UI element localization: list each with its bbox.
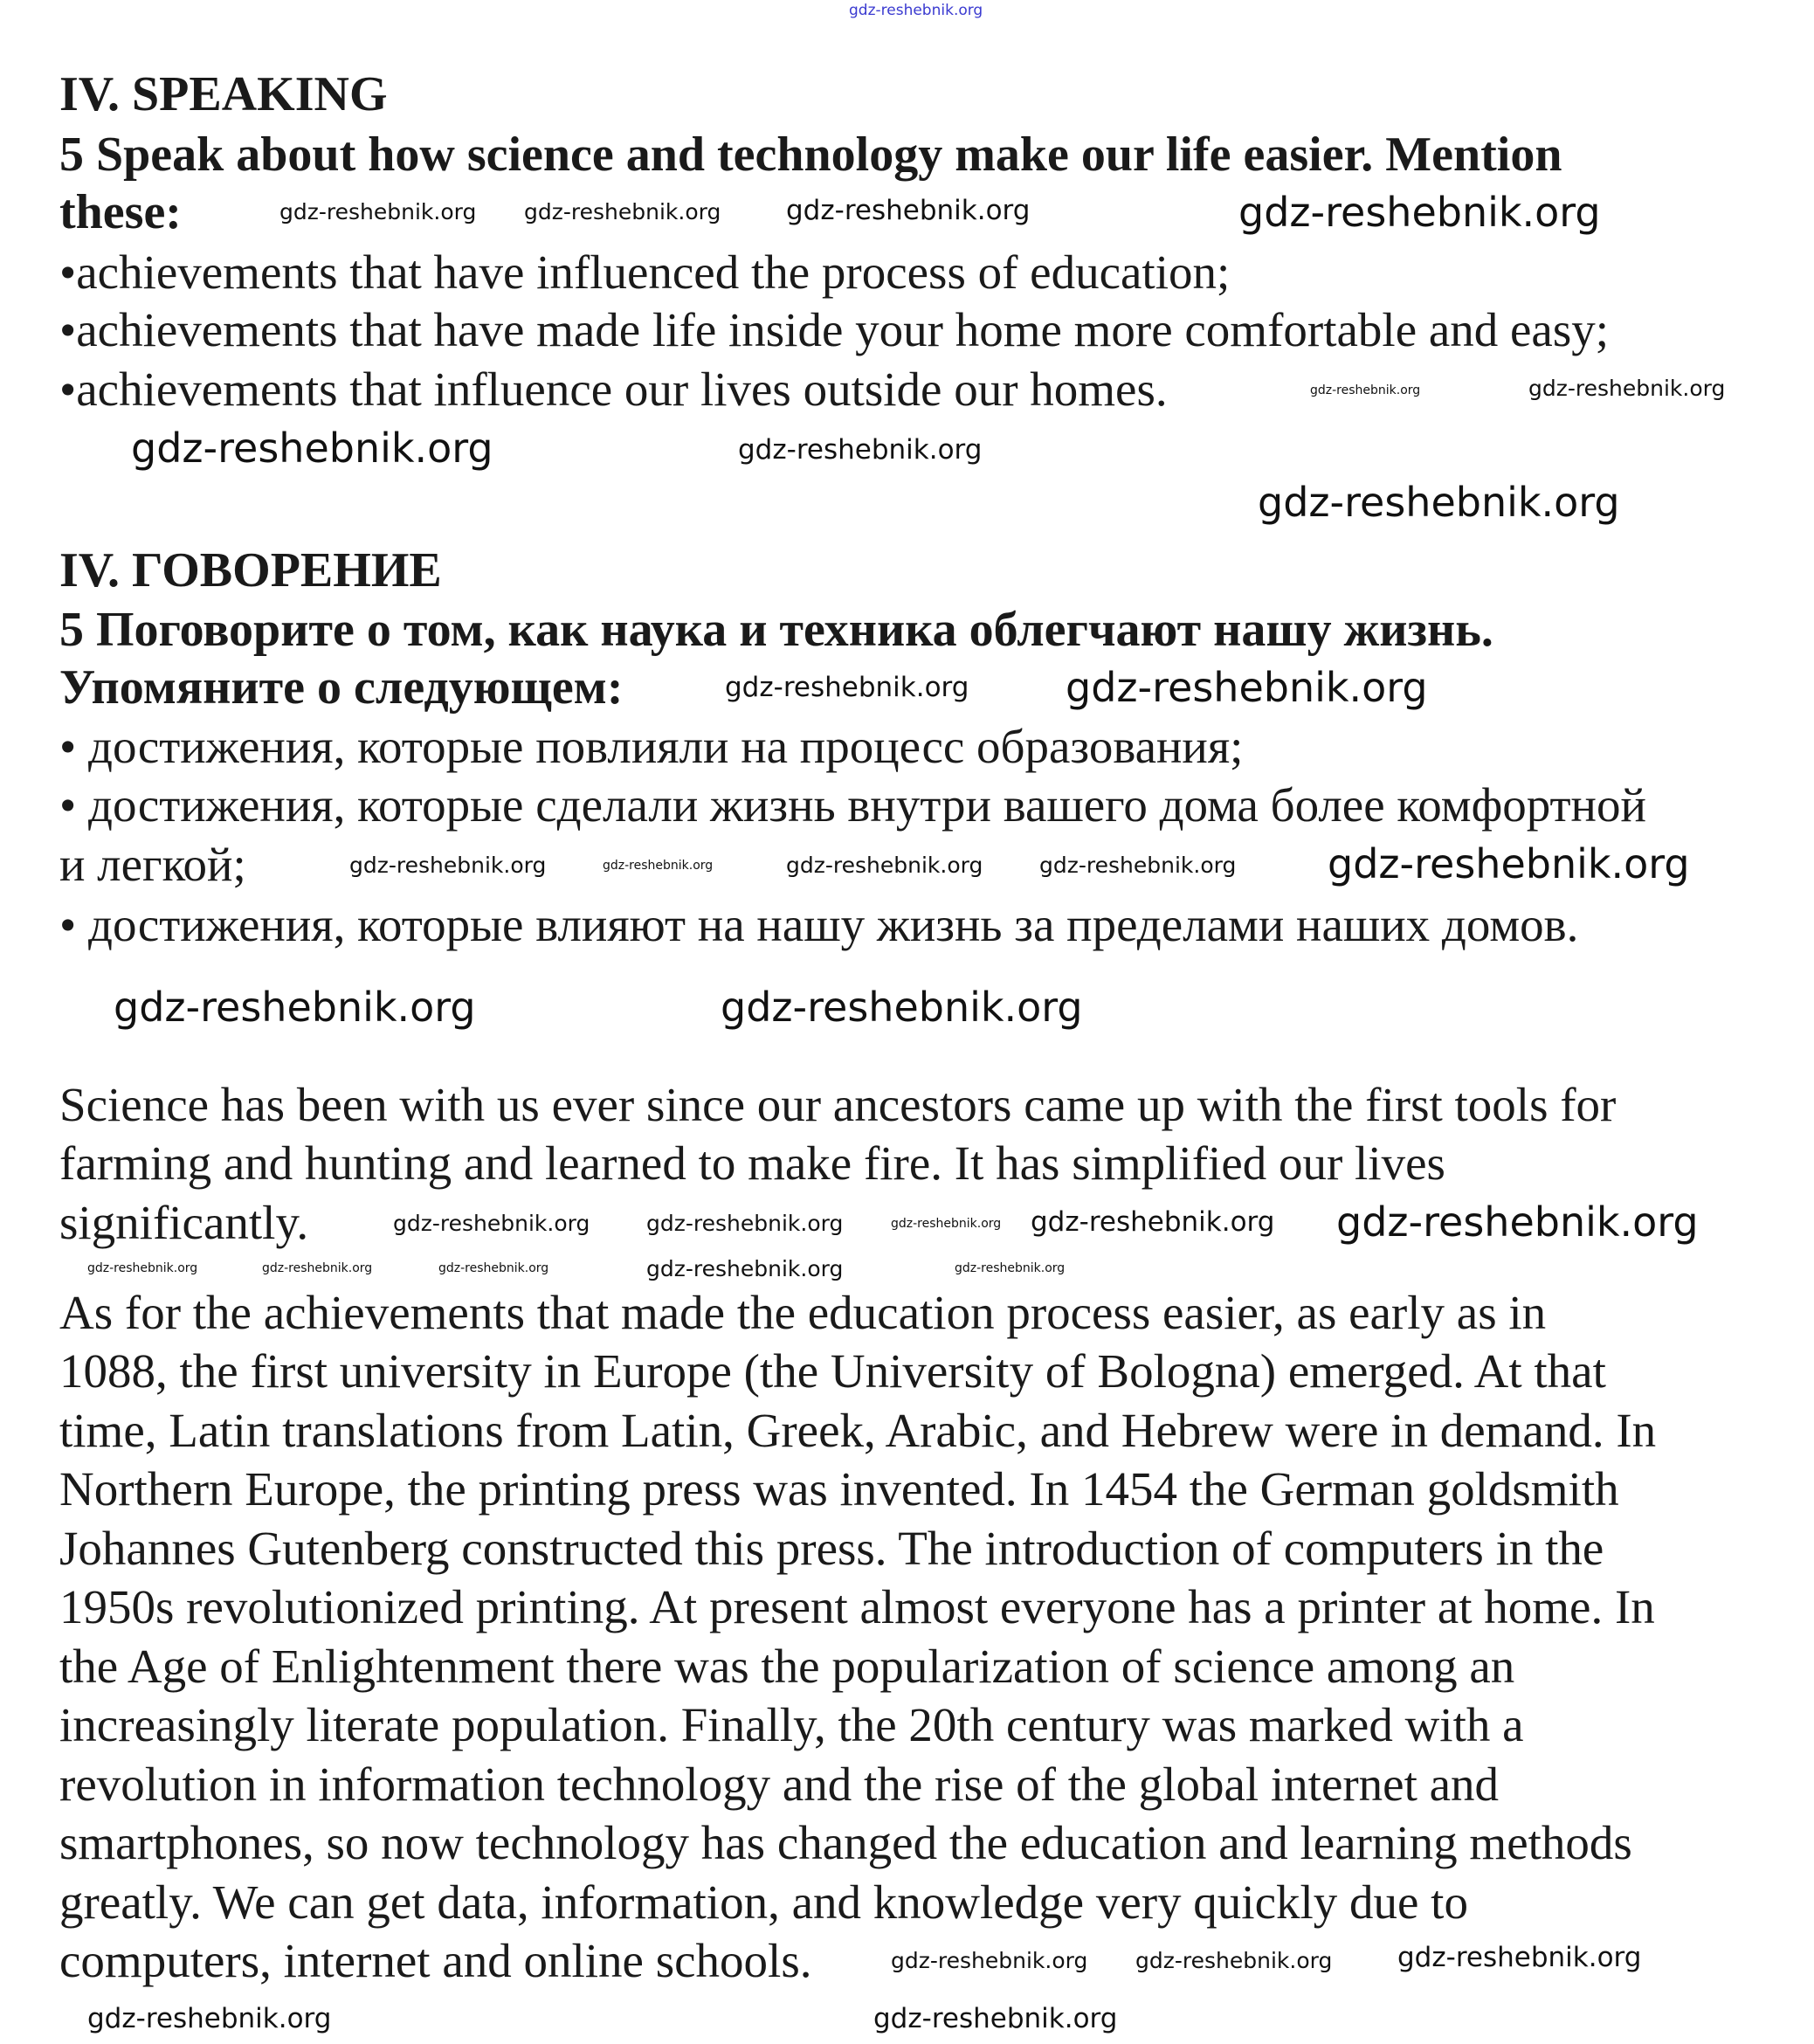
paragraph-line: time, Latin translations from Latin, Greek, Arabic, and Hebrew were in demand. In — [59, 1404, 1657, 1457]
task-line: these: — [59, 185, 182, 239]
paragraph-line: Science has been with us ever since our ancestors came up with the first tools for — [59, 1078, 1617, 1131]
watermark: gdz-reshebnik.org — [786, 195, 1031, 226]
paragraph-line: Johannes Gutenberg constructed this press. The introduction of computers in the — [59, 1522, 1604, 1575]
task-line: Упомяните о следующем: — [59, 660, 624, 715]
paragraph-line: As for the achievements that made the education process easier, as early as in — [59, 1286, 1547, 1339]
watermark: gdz-reshebnik.org — [1031, 1206, 1275, 1238]
watermark: gdz-reshebnik.org — [646, 1256, 844, 1281]
watermark: gdz-reshebnik.org — [87, 2003, 332, 2034]
section-heading-ru: IV. ГОВОРЕНИЕ — [59, 543, 442, 597]
paragraph-line: revolution in information technology and the rise of the global internet and — [59, 1757, 1500, 1811]
watermark: gdz-reshebnik.org — [349, 853, 547, 878]
watermark: gdz-reshebnik.org — [262, 1261, 373, 1275]
watermark: gdz-reshebnik.org — [1066, 664, 1428, 711]
watermark: gdz-reshebnik.org — [1528, 376, 1726, 401]
watermark: gdz-reshebnik.org — [891, 1217, 1002, 1231]
paragraph-line: smartphones, so now technology has changed the education and learning methods — [59, 1816, 1632, 1869]
watermark: gdz-reshebnik.org — [1238, 189, 1601, 236]
watermark: gdz-reshebnik.org — [87, 1261, 198, 1275]
paragraph-line: greatly. We can get data, information, and knowledge very quickly due to — [59, 1875, 1468, 1929]
paragraph-line: increasingly literate population. Finally, the 20th century was marked with a — [59, 1698, 1524, 1751]
watermark: gdz-reshebnik.org — [1258, 479, 1620, 526]
paragraph-line: the Age of Enlightenment there was the popularization of science among an — [59, 1640, 1515, 1693]
watermark: gdz-reshebnik.org — [955, 1261, 1066, 1275]
paragraph-line: 1950s revolutionized printing. At present almost everyone has a printer at home. In — [59, 1580, 1655, 1633]
bullet-item: •achievements that have made life inside your home more comfortable and easy; — [59, 303, 1610, 356]
watermark: gdz-reshebnik.org — [279, 199, 477, 224]
watermark: gdz-reshebnik.org — [603, 859, 714, 873]
watermark: gdz-reshebnik.org — [738, 434, 983, 466]
bullet-item: • достижения, которые повлияли на процесс образования; — [59, 720, 1244, 773]
watermark: gdz-reshebnik.org — [646, 1211, 844, 1236]
watermark: gdz-reshebnik.org — [131, 425, 493, 472]
watermark: gdz-reshebnik.org — [1135, 1948, 1333, 1973]
paragraph-line: significantly. — [59, 1196, 309, 1249]
watermark: gdz-reshebnik.org — [873, 2003, 1118, 2034]
paragraph-line: 1088, the first university in Europe (the University of Bologna) emerged. At that — [59, 1344, 1606, 1398]
watermark: gdz-reshebnik.org — [1039, 853, 1237, 878]
watermark: gdz-reshebnik.org — [524, 199, 721, 224]
bullet-item: •achievements that influence our lives outside our homes. — [59, 363, 1168, 416]
watermark: gdz-reshebnik.org — [721, 984, 1083, 1031]
paragraph-line: Northern Europe, the printing press was invented. In 1454 the German goldsmith — [59, 1462, 1619, 1516]
watermark: gdz-reshebnik.org — [393, 1211, 590, 1236]
bullet-item: •achievements that have influenced the process of education; — [59, 245, 1231, 299]
watermark: gdz-reshebnik.org — [1336, 1198, 1699, 1246]
watermark: gdz-reshebnik.org — [1397, 1942, 1642, 1973]
task-line: 5 Speak about how science and technology make our life easier. Mention — [59, 128, 1562, 182]
bullet-item: • достижения, которые влияют на нашу жизнь за пределами наших домов. — [59, 898, 1579, 951]
watermark: gdz-reshebnik.org — [438, 1261, 549, 1275]
watermark: gdz-reshebnik.org — [114, 984, 476, 1031]
watermark: gdz-reshebnik.org — [891, 1948, 1088, 1973]
paragraph-line: farming and hunting and learned to make fire. It has simplified our lives — [59, 1136, 1445, 1190]
bullet-item: • достижения, которые сделали жизнь внутри вашего дома более комфортной — [59, 778, 1646, 832]
watermark: gdz-reshebnik.org — [1310, 383, 1421, 397]
watermark: gdz-reshebnik.org — [786, 853, 983, 878]
bullet-item: и легкой; — [59, 838, 246, 891]
paragraph-line: computers, internet and online schools. — [59, 1934, 812, 1987]
task-line: 5 Поговорите о том, как наука и техника облегчают нашу жизнь. — [59, 603, 1493, 657]
section-heading-en: IV. SPEAKING — [59, 67, 388, 121]
watermark: gdz-reshebnik.org — [725, 672, 969, 703]
watermark: gdz-reshebnik.org — [1328, 840, 1690, 887]
watermark: gdz-reshebnik.org — [849, 2, 983, 19]
